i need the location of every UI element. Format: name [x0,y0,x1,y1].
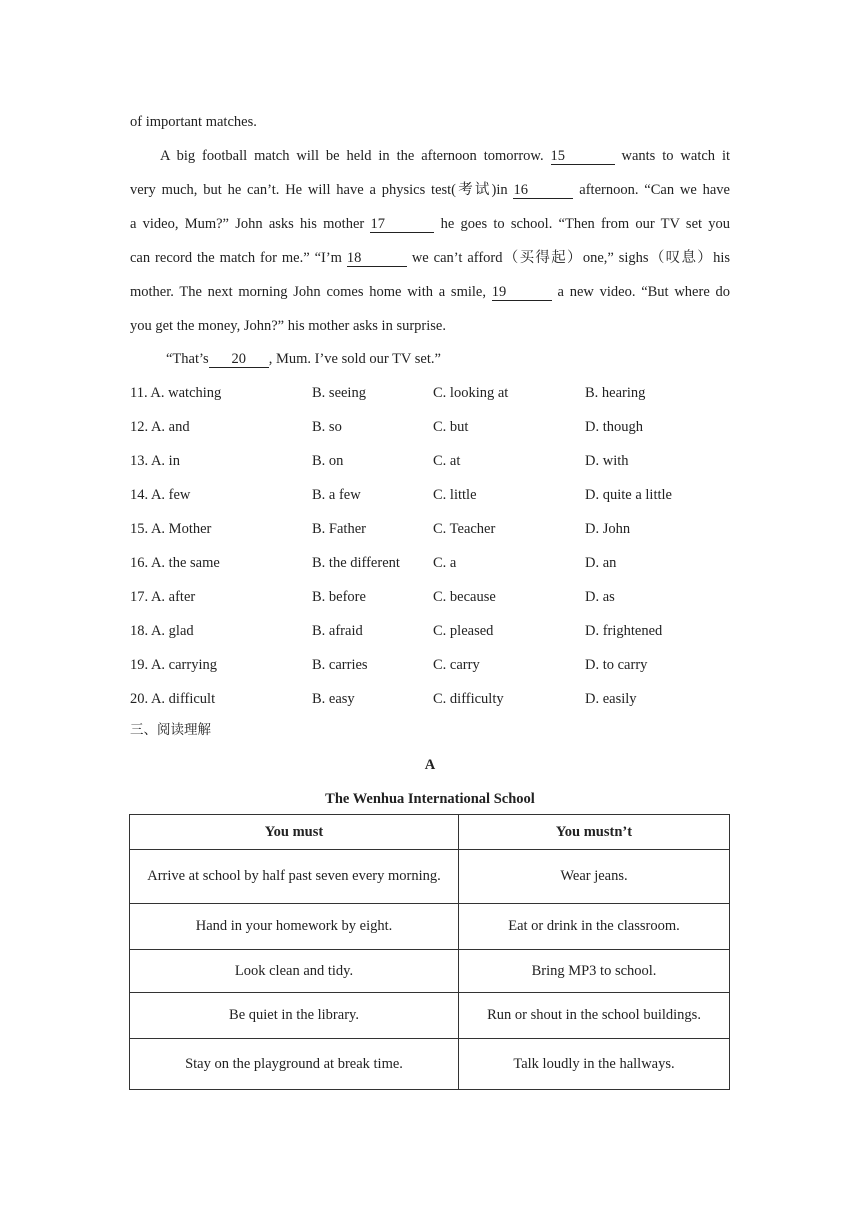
option-c: C. looking at [433,385,509,401]
passage-line: very much, but he can’t. He will have a physics test(考试)in 16 afternoon. “Can we have [130,182,730,198]
table-row [130,993,730,1039]
table-row [130,1039,730,1090]
option-c: C. Teacher [433,521,496,537]
option-d: D. frightened [585,623,663,639]
question-row [130,587,730,607]
option-d: D. quite a little [585,487,672,503]
cell-mustnt: Bring MP3 to school. [459,950,730,993]
option-b: B. so [312,419,342,435]
option-a: 16. A. the same [130,555,220,571]
passage-line: “That’s 20 , Mum. I’ve sold our TV set.” [166,351,441,367]
reading-title: The Wenhua International School [325,791,535,807]
cell-must: Be quiet in the library. [130,993,459,1039]
option-d: D. easily [585,691,637,707]
question-row [130,519,730,539]
option-c: C. because [433,589,496,605]
cell-must: Hand in your homework by eight. [130,904,459,950]
option-a: 18. A. glad [130,623,194,639]
option-d: D. an [585,555,617,571]
option-c: C. little [433,487,477,503]
option-b: B. the different [312,555,400,571]
option-c: C. difficulty [433,691,504,707]
column-header-mustnt: You mustn’t [459,815,730,850]
rules-table [129,814,730,1090]
passage-line: a video, Mum?” John asks his mother 17 he goes to school. “Then from our TV set you [130,216,731,232]
cell-must: Arrive at school by half past seven every morning. [130,850,459,904]
option-c: C. a [433,555,457,571]
option-c: C. at [433,453,461,469]
option-b: B. carries [312,657,368,673]
option-b: B. Father [312,521,366,537]
blank-15: 15 [551,148,615,165]
cell-mustnt: Talk loudly in the hallways. [459,1039,730,1090]
table-row [130,850,730,904]
option-b: B. afraid [312,623,363,639]
option-a: 19. A. carrying [130,657,217,673]
reading-label: A [424,757,436,773]
option-d: B. hearing [585,385,646,401]
cell-mustnt: Run or shout in the school buildings. [459,993,730,1039]
passage-line: can record the match for me.” “I’m 18 we can’t afford（买得起）one,” sighs（叹息）his [130,250,731,266]
table-header-row [130,815,730,850]
table-row [130,950,730,993]
cell-must: Stay on the playground at break time. [130,1039,459,1090]
cell-must: Look clean and tidy. [130,950,459,993]
cell-mustnt: Eat or drink in the classroom. [459,904,730,950]
column-header-must: You must [130,815,459,850]
passage-line: of important matches. [130,114,257,130]
section-heading: 三、阅读理解 [130,722,211,738]
question-row [130,621,730,641]
blank-16: 16 [513,182,573,199]
option-a: 12. A. and [130,419,190,435]
question-row [130,383,730,403]
blank-18: 18 [347,250,407,267]
option-d: D. as [585,589,615,605]
option-b: B. seeing [312,385,366,401]
option-a: 13. A. in [130,453,180,469]
question-row [130,655,730,675]
blank-17: 17 [370,216,434,233]
question-row [130,417,730,437]
option-b: B. on [312,453,344,469]
option-c: C. carry [433,657,480,673]
option-c: C. pleased [433,623,494,639]
option-d: D. to carry [585,657,648,673]
option-b: B. before [312,589,366,605]
option-c: C. but [433,419,469,435]
question-row [130,689,730,709]
passage-line: mother. The next morning John comes home with a smile, 19 a new video. “But where do [130,284,731,300]
option-b: B. easy [312,691,355,707]
table-row [130,904,730,950]
option-a: 14. A. few [130,487,191,503]
cell-mustnt: Wear jeans. [459,850,730,904]
option-a: 17. A. after [130,589,196,605]
option-b: B. a few [312,487,361,503]
option-a: 15. A. Mother [130,521,212,537]
question-row [130,451,730,471]
blank-20: 20 [209,351,269,368]
option-d: D. though [585,419,643,435]
option-d: D. John [585,521,631,537]
passage-line: A big football match will be held in the afternoon tomorrow. 15 wants to watch it [160,148,731,164]
passage-line: you get the money, John?” his mother asks in surprise. [130,318,446,334]
blank-19: 19 [492,284,552,301]
question-row [130,553,730,573]
option-d: D. with [585,453,629,469]
option-a: 11. A. watching [130,385,222,401]
question-row [130,485,730,505]
option-a: 20. A. difficult [130,691,216,707]
